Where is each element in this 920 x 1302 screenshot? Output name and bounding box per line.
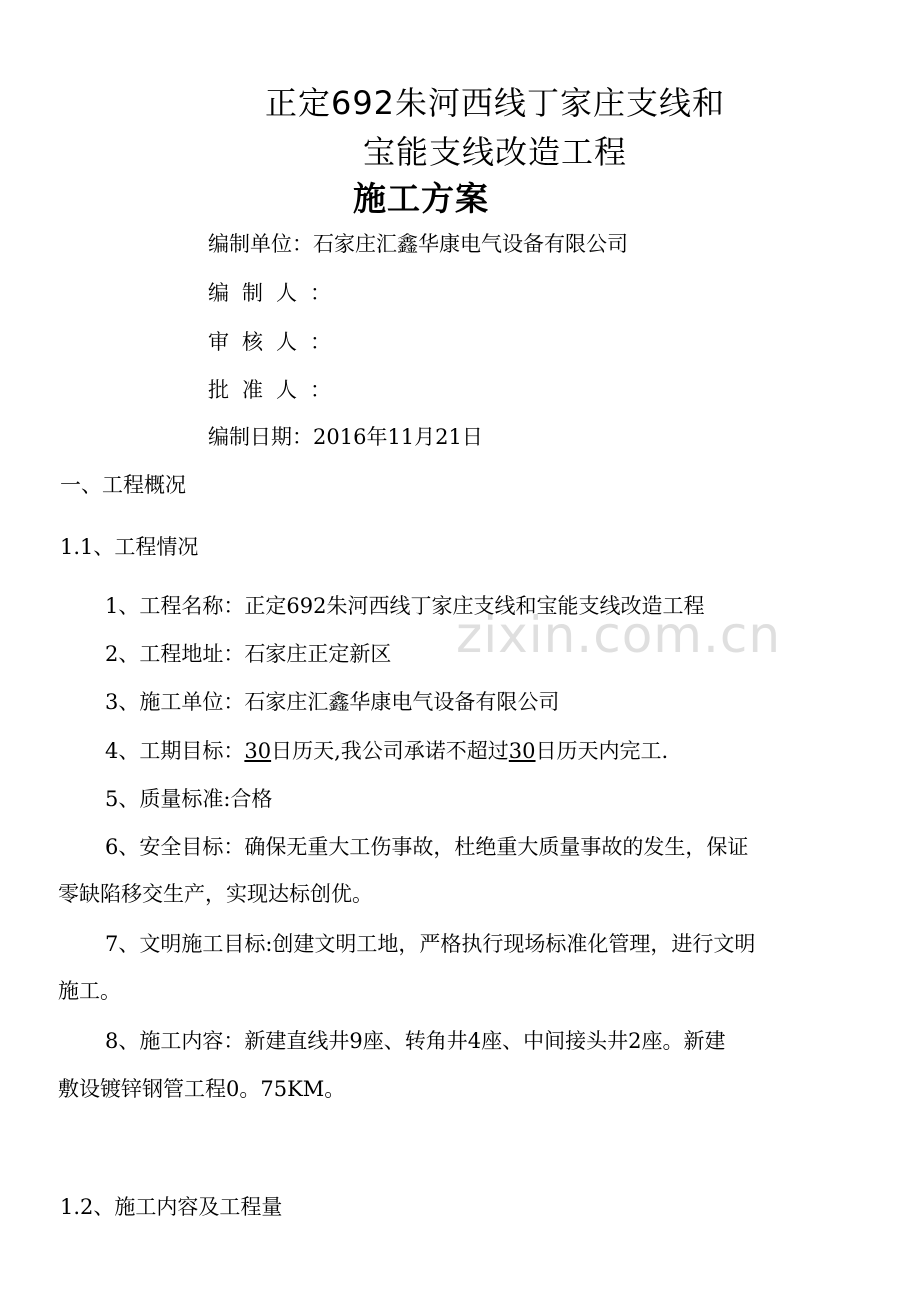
meta-editor-colon: ： [310, 281, 331, 305]
section-heading-1-2: 1.2、施工内容及工程量 [60, 1195, 283, 1219]
schedule-days-1: 30 [244, 739, 272, 763]
meta-editor [208, 277, 331, 307]
meta-reviewer-colon: ： [310, 330, 331, 354]
schedule-middle: 日历天,我公司承诺不超过 [271, 739, 509, 763]
section-heading-1: 一、工程概况 [60, 473, 186, 497]
item-contractor: 3、施工单位：石家庄汇鑫华康电气设备有限公司 [105, 690, 560, 714]
item-project-name: 1、工程名称：正定692朱河西线丁家庄支线和宝能支线改造工程 [105, 594, 705, 618]
meta-approver-label: 批准人 [208, 378, 310, 402]
schedule-days-2: 30 [508, 739, 536, 763]
item-civilized-goal-line-2: 施工。 [58, 979, 121, 1003]
meta-editor-label: 编制人 [208, 281, 310, 305]
section-heading-1-1: 1.1、工程情况 [60, 535, 199, 559]
item-safety-goal-line-1: 6、安全目标：确保无重大工伤事故，杜绝重大质量事故的发生，保证 [105, 835, 749, 859]
title-line-3: 施工方案 [353, 179, 489, 218]
meta-unit-label: 编制单位： [208, 232, 313, 256]
meta-date-label: 编制日期： [208, 425, 313, 449]
item-civilized-goal-line-1: 7、文明施工目标:创建文明工地，严格执行现场标准化管理，进行文明 [105, 932, 756, 956]
title-line-2: 宝能支线改造工程 [362, 133, 627, 171]
meta-date [208, 421, 483, 451]
item-quality-standard: 5、质量标准:合格 [105, 787, 273, 811]
item-construction-content-line-2: 敷设镀锌钢管工程0。75KM。 [58, 1077, 346, 1101]
meta-approver [208, 374, 331, 404]
item-construction-content-line-1: 8、施工内容：新建直线井9座、转角井4座、中间接头井2座。新建 [105, 1029, 726, 1053]
meta-unit-value: 石家庄汇鑫华康电气设备有限公司 [313, 232, 628, 256]
item-schedule-goal [105, 735, 668, 765]
meta-date-value: 2016年11月21日 [313, 425, 483, 449]
title-line-1: 正定692朱河西线丁家庄支线和 [264, 84, 726, 122]
watermark: zixin.com.cn [456, 606, 782, 664]
item-safety-goal-line-2: 零缺陷移交生产，实现达标创优。 [58, 882, 373, 906]
schedule-suffix: 日历天内完工. [535, 739, 669, 763]
item-project-address: 2、工程地址：石家庄正定新区 [105, 642, 392, 666]
meta-reviewer [208, 326, 331, 356]
schedule-prefix: 4、工期目标： [105, 739, 245, 763]
meta-approver-colon: ： [310, 378, 331, 402]
meta-reviewer-label: 审核人 [208, 330, 310, 354]
meta-unit [208, 228, 628, 258]
